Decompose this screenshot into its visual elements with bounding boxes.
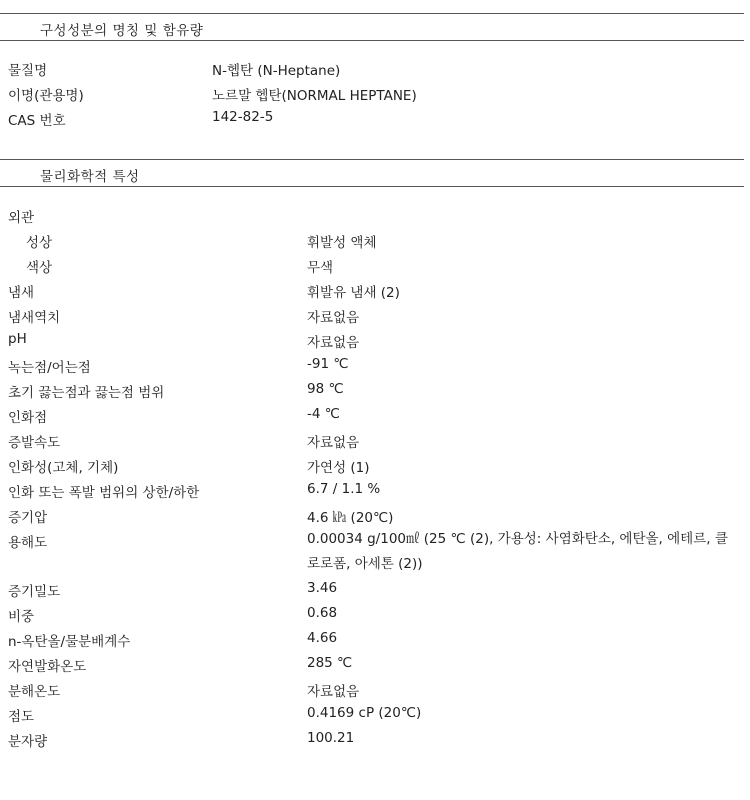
- row-value: 6.7 / 1.1 %: [307, 481, 381, 497]
- property-row: [0, 680, 744, 704]
- row-value: 142-82-5: [212, 109, 274, 125]
- row-label: 증발속도: [8, 435, 61, 451]
- info-row-synonym: [0, 84, 744, 108]
- row-label: pH: [8, 331, 27, 347]
- property-row: [0, 256, 744, 280]
- property-row: [0, 381, 744, 405]
- row-label: 외관: [8, 210, 35, 226]
- section-title: 물리화학적 특성: [40, 169, 140, 185]
- row-label: 냄새: [8, 285, 35, 301]
- property-row: [0, 406, 744, 430]
- property-row: [0, 605, 744, 629]
- row-value: 자료없음: [307, 684, 360, 700]
- property-row: [0, 281, 744, 305]
- property-row: [0, 306, 744, 330]
- row-label: 자연발화온도: [8, 659, 87, 675]
- property-row: [0, 456, 744, 480]
- row-value: 자료없음: [307, 335, 360, 351]
- section-header-physicochemical: [0, 159, 744, 187]
- row-value: 자료없음: [307, 435, 360, 451]
- section-header-composition: [0, 13, 744, 41]
- row-label: 인화 또는 폭발 범위의 상한/하한: [8, 485, 200, 501]
- row-label: 인화성(고체, 기체): [8, 460, 119, 476]
- row-label: n-옥탄올/물분배계수: [8, 634, 131, 650]
- row-value: 휘발유 냄새 (2): [307, 285, 400, 301]
- row-value: 0.4169 cP (20℃): [307, 705, 422, 721]
- section-title: 구성성분의 명칭 및 함유량: [40, 23, 204, 39]
- row-label: 이명(관용명): [8, 88, 84, 104]
- row-label: 물질명: [8, 63, 48, 79]
- row-label: 성상: [26, 235, 53, 251]
- row-value: 4.66: [307, 630, 338, 646]
- row-value: 가연성 (1): [307, 460, 370, 476]
- row-value: N-헵탄 (N-Heptane): [212, 63, 341, 79]
- property-row: [0, 431, 744, 455]
- row-value: 0.00034 g/100㎖ (25 ℃ (2), 가용성: 사염화탄소, 에탄올, 에테르, 클로로폼, 아세톤 (2)): [307, 531, 728, 572]
- property-row: [0, 356, 744, 380]
- row-value: 무색: [307, 260, 334, 276]
- row-label: 색상: [26, 260, 53, 276]
- property-row: [0, 331, 744, 355]
- row-label: 분해온도: [8, 684, 61, 700]
- row-value: 자료없음: [307, 310, 360, 326]
- row-label: 분자량: [8, 734, 48, 750]
- property-row: [0, 730, 744, 754]
- row-label: 초기 끓는점과 끓는점 범위: [8, 385, 165, 401]
- property-row: [0, 531, 744, 581]
- row-label: 녹는점/어는점: [8, 360, 91, 376]
- row-label: 증기압: [8, 510, 48, 526]
- row-value: 노르말 헵탄(NORMAL HEPTANE): [212, 88, 417, 104]
- property-row: [0, 580, 744, 604]
- property-row: [0, 655, 744, 679]
- row-label: 비중: [8, 609, 35, 625]
- row-value: -91 ℃: [307, 356, 349, 372]
- info-row-substance-name: [0, 59, 744, 83]
- property-group-appearance: [0, 206, 744, 230]
- row-value: -4 ℃: [307, 406, 340, 422]
- row-value: 0.68: [307, 605, 338, 621]
- row-value: 휘발성 액체: [307, 235, 377, 251]
- row-value: 4.6 ㎪ (20℃): [307, 510, 394, 526]
- row-value: 100.21: [307, 730, 355, 746]
- property-row: [0, 705, 744, 729]
- property-row: [0, 231, 744, 255]
- row-value: 285 ℃: [307, 655, 353, 671]
- row-value: 98 ℃: [307, 381, 344, 397]
- property-row: [0, 630, 744, 654]
- row-label: 점도: [8, 709, 35, 725]
- info-row-cas-number: [0, 109, 744, 133]
- row-value: 3.46: [307, 580, 338, 596]
- property-row: [0, 481, 744, 505]
- row-label: 용해도: [8, 535, 48, 551]
- row-label: CAS 번호: [8, 113, 66, 129]
- row-label: 증기밀도: [8, 584, 61, 600]
- row-label: 인화점: [8, 410, 48, 426]
- row-label: 냄새역치: [8, 310, 61, 326]
